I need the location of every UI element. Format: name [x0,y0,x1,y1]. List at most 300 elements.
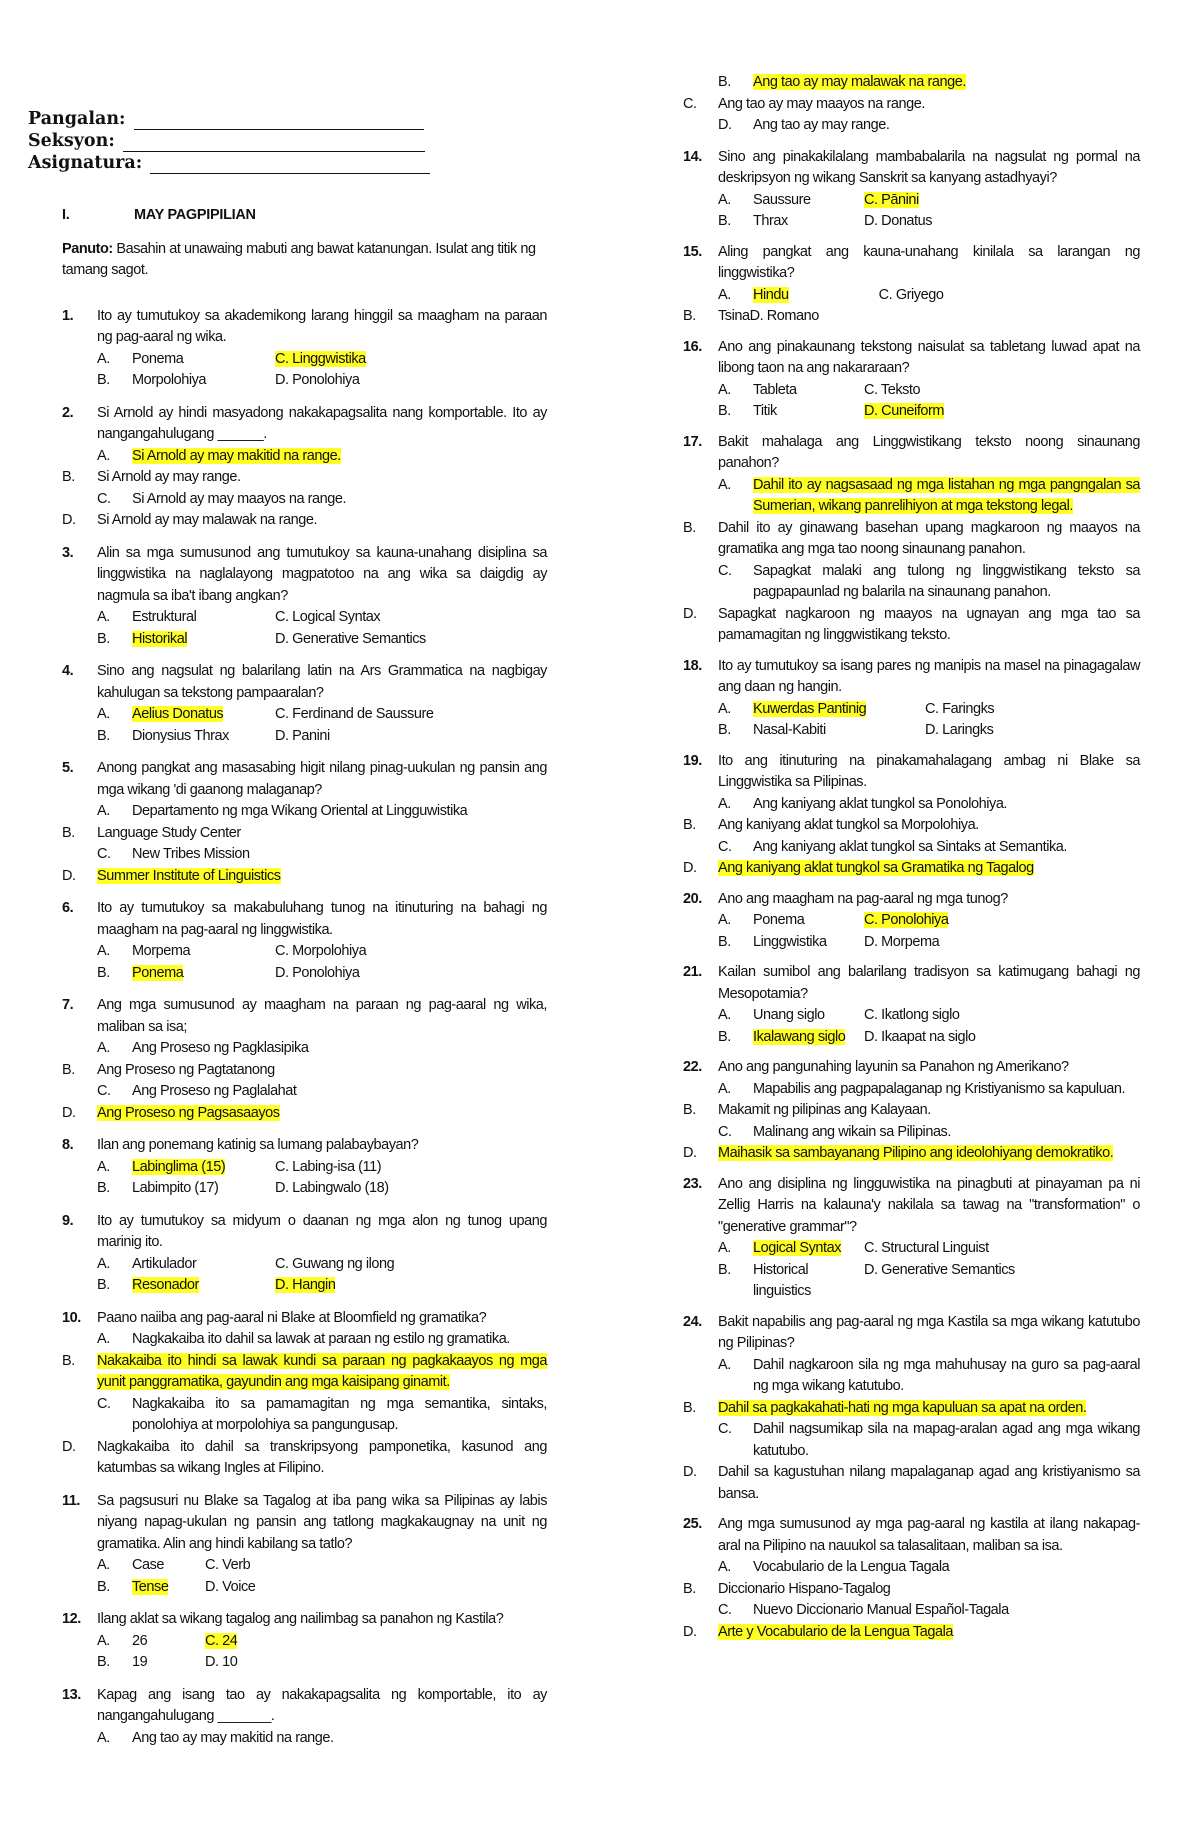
question-item [62,306,547,392]
option-letter: A. [97,1158,110,1175]
question-text: Ang mga sumusunod ay maagham na paraan ng pag-aaral ng wika, maliban sa isa; [97,997,547,1035]
student-info-header [28,108,430,174]
section-title: MAY PAGPIPILIAN [134,207,256,223]
answer-option[interactable] [275,726,547,748]
answer-option[interactable] [62,1351,547,1394]
answer-option[interactable] [275,963,547,985]
question-text: Ito ay tumutukoy sa akademikong larang hinggil sa maagham na paraan ng pag-aaral ng wika. [97,307,547,345]
subject-blank[interactable] [150,157,430,174]
answer-options [62,941,547,984]
answer-option[interactable] [683,1462,1140,1505]
option-letter: A. [97,706,110,722]
answer-option[interactable] [864,1027,1140,1049]
answer-option[interactable] [62,704,275,726]
answer-option[interactable] [683,1260,864,1303]
option-letter: B. [62,1061,75,1078]
answer-option[interactable] [864,211,1140,233]
question-item [62,1211,547,1297]
answer-options [683,1079,1140,1165]
option-text-wrap [132,726,275,748]
option-text: Historical linguistics [753,1261,811,1299]
option-letter: A. [718,1240,731,1256]
option-text-wrap [718,1579,1140,1601]
option-text: TsinaD. Romano [718,308,819,324]
option-letter: B. [97,1180,110,1196]
answer-option[interactable] [62,844,547,866]
answer-option[interactable] [205,1631,547,1653]
option-text: C. Labing-isa (11) [275,1158,382,1175]
option-text-wrap [132,1254,275,1276]
option-text: D. Ponolohiya [275,372,360,388]
answer-option[interactable] [62,1157,275,1179]
option-text: Logical Syntax [753,1240,842,1256]
option-text-wrap [132,629,275,651]
answer-option[interactable] [683,1419,1140,1462]
option-text-wrap [753,932,864,954]
question-number: 21. [683,964,702,980]
option-letter: B. [97,964,110,981]
answer-option[interactable] [275,1157,547,1179]
answer-option[interactable] [62,866,547,888]
answer-option[interactable] [683,699,925,721]
option-text: D. Generative Semantics [864,1261,1015,1278]
question-item [62,995,547,1124]
option-text-wrap [753,72,1140,94]
answer-option[interactable] [275,1275,547,1297]
option-letter: C. [97,490,111,507]
answer-option[interactable] [683,1005,864,1027]
question-item [62,403,547,532]
answer-option[interactable] [62,370,275,392]
question-stem [62,306,547,349]
question-text: Sino ang pinakakilalang mambabalarila na nagsulat ng pormal na deskripsyon ng wikang Sanskrit sa kanyang astadhyayi? [718,148,1140,186]
answer-option[interactable] [683,1579,1140,1601]
answer-option[interactable] [683,1122,1140,1144]
answer-option[interactable] [275,704,547,726]
option-letter: B. [718,933,731,950]
answer-option[interactable] [683,561,1140,604]
option-text-wrap [205,1577,547,1599]
option-text-wrap [205,1652,547,1674]
option-text: Nagkakaiba ito sa pamamagitan ng mga semantika, sintaks, ponolohiya at morpolohiya sa pangungusap. [132,1395,547,1433]
question-number: 11. [62,1492,81,1509]
question-item [62,1135,547,1200]
question-text: Sino ang nagsulat ng balarilang latin na Ars Grammatica na nagbigay kahulugan sa tekstong pampaaralan? [97,663,547,701]
answer-options [683,1238,1140,1303]
answer-option[interactable] [205,1577,547,1599]
answer-option[interactable] [864,190,1140,212]
option-text: Diccionario Hispano-Tagalog [718,1580,891,1597]
question-text: Ilang aklat sa wikang tagalog ang nailimbag sa panahon ng Kastila? [97,1611,504,1627]
option-text: C. Ferdinand de Saussure [275,706,434,722]
question-stem [62,543,547,608]
option-text-wrap [132,1275,275,1297]
option-text: Dahil sa pagkakahati-hati ng mga kapuluan sa apat na orden. [718,1399,1087,1416]
answer-option[interactable] [275,370,547,392]
option-text: D. Ponolohiya [275,964,360,981]
option-text-wrap [132,1157,275,1179]
option-text-wrap [132,941,275,963]
answer-option[interactable] [275,941,547,963]
option-text: C. Structural Linguist [864,1240,989,1256]
instruction-label: Panuto: [62,240,113,257]
question-stem [62,1135,547,1157]
question-text: Ano ang pangunahing layunin sa Panahon ng Amerikano? [718,1059,1069,1075]
option-text-wrap [132,1577,205,1599]
option-text-wrap [132,349,275,371]
answer-option[interactable] [62,1081,547,1103]
answer-option[interactable] [683,1100,1140,1122]
option-text: C. Guwang ng ilong [275,1255,395,1272]
answer-option[interactable] [62,1178,275,1200]
option-letter: A. [97,609,110,625]
question-item [62,1609,547,1674]
name-blank[interactable] [134,113,424,130]
answer-option[interactable] [683,72,1140,94]
option-letter: A. [97,1255,110,1272]
option-text: Labinglima (15) [132,1158,226,1175]
option-text: 19 [132,1654,148,1670]
option-text: D. Cuneiform [864,403,945,419]
answer-option[interactable] [683,518,1140,561]
answer-option[interactable] [683,380,864,402]
answer-options [62,1631,547,1674]
option-text-wrap [718,94,1140,116]
option-text-wrap [753,190,864,212]
option-text: D. Donatus [864,213,933,229]
answer-option[interactable] [275,607,547,629]
answer-option[interactable] [62,1728,547,1750]
answer-option[interactable] [683,1355,1140,1398]
answer-option[interactable] [205,1555,547,1577]
option-letter: A. [97,447,110,464]
answer-option[interactable] [683,1622,1140,1644]
answer-option[interactable] [683,1079,1140,1101]
option-letter: B. [718,722,731,738]
option-letter: B. [97,1578,110,1595]
answer-option[interactable] [864,1005,1140,1027]
answer-option[interactable] [683,94,1140,116]
option-text: D. 10 [205,1654,238,1670]
question-number: 22. [683,1059,702,1075]
answer-option[interactable] [683,910,864,932]
question-number: 13. [62,1686,81,1703]
option-letter: A. [718,476,731,493]
option-text-wrap [132,963,275,985]
option-text-wrap [718,306,1140,328]
option-text-wrap [864,211,1140,233]
question-number: 16. [683,338,702,355]
option-text: Vocabulario de la Lengua Tagala [753,1559,950,1575]
answer-options [62,607,547,650]
option-letter: D. [62,1438,76,1455]
option-text-wrap [275,1157,547,1179]
option-text-wrap [864,190,1140,212]
question-stem [683,1312,1140,1355]
option-text: Ang kaniyang aklat tungkol sa Gramatika ng Tagalog [718,860,1034,876]
option-text-wrap [97,467,547,489]
answer-option[interactable] [683,1557,1140,1579]
question-item [62,543,547,651]
option-text-wrap [275,704,547,726]
option-text-wrap [753,1260,864,1303]
option-text: 26 [132,1632,148,1649]
answer-option[interactable] [683,604,1140,647]
option-text: C. Verb [205,1557,251,1573]
question-item [62,1308,547,1480]
answer-option[interactable] [275,1178,547,1200]
option-letter: B. [718,1028,731,1045]
option-text-wrap [864,401,1140,423]
answer-option[interactable] [62,1060,547,1082]
option-text-wrap [132,1178,275,1200]
answer-option[interactable] [62,1103,547,1125]
question-stem [683,147,1140,190]
option-text-wrap [718,815,1140,837]
answer-option[interactable] [62,1652,205,1674]
option-text-wrap [132,370,275,392]
answer-options [683,285,1140,328]
question-text: Ano ang maagham na pag-aaral ng mga tunog? [718,890,1008,907]
question-text: Ito ay tumutukoy sa isang pares ng manipis na masel na pinagagalaw ang daan ng hangin. [718,657,1140,695]
question-item [683,1312,1140,1506]
question-number: 17. [683,433,702,450]
answer-option[interactable] [683,1398,1140,1420]
answer-option[interactable] [864,1260,1140,1303]
answer-option[interactable] [864,1238,1140,1260]
answer-options [683,1355,1140,1506]
answer-option[interactable] [62,963,275,985]
answer-option[interactable] [62,1038,547,1060]
answer-option[interactable] [683,115,1140,137]
option-text-wrap [753,1355,1140,1398]
answer-option[interactable] [62,467,547,489]
option-text-wrap [864,1260,1140,1303]
option-text: C. Ikatlong siglo [864,1007,960,1023]
option-text-wrap [753,1238,864,1260]
option-letter: A. [97,1632,110,1649]
question-text: Kailan sumibol ang balarilang tradisyon sa katimugang bahagi ng Mesopotamia? [718,964,1140,1002]
answer-option[interactable] [864,401,1140,423]
option-letter: A. [97,803,110,819]
answer-options [62,801,547,887]
option-text: Titik [753,403,777,419]
question-text: Ano ang pinakaunang tekstong naisulat sa tabletang luwad apat na libong taon na ang nakararaan? [718,338,1140,376]
answer-option[interactable] [275,629,547,651]
option-letter: C. [718,1123,732,1140]
option-text-wrap [97,1103,547,1125]
answer-option[interactable] [62,1394,547,1437]
option-text-wrap [132,1081,547,1103]
instructions [62,239,547,282]
option-text: Nagkakaiba ito dahil sa lawak at paraan ng estilo ng gramatika. [132,1331,510,1347]
answer-option[interactable] [62,607,275,629]
answer-option[interactable] [62,1275,275,1297]
question-text: Kapag ang isang tao ay nakakapagsalita ng komportable, ito ay nangangahulugang _______. [97,1686,547,1724]
question-text: Si Arnold ay hindi masyadong nakakapagsalita nang komportable. Ito ay nangangahulugang ______. [97,404,547,442]
answer-option[interactable] [683,190,864,212]
option-text-wrap [718,1462,1140,1505]
option-text: Ang tao ay may range. [753,117,890,133]
option-text-wrap [132,1631,205,1653]
question-number: 3. [62,544,74,561]
option-text: Ang kaniyang aklat tungkol sa Morpolohiya. [718,817,979,833]
option-letter: B. [683,1580,696,1597]
answer-option[interactable] [62,1631,205,1653]
option-text: Labimpito (17) [132,1180,219,1196]
question-number: 7. [62,997,74,1013]
answer-option[interactable] [683,815,1140,837]
option-text: D. Panini [275,727,330,744]
question-stem [62,1685,547,1728]
option-text: C. Ponolohiya [864,912,949,928]
answer-option[interactable] [864,910,1140,932]
option-text: Ang Proseso ng Paglalahat [132,1083,297,1099]
answer-option[interactable] [205,1652,547,1674]
option-letter: B. [683,1399,696,1416]
option-text: Departamento ng mga Wikang Oriental at Lingguwistika [132,803,468,819]
option-letter: C. [718,562,732,579]
option-text-wrap [864,932,1140,954]
answer-option[interactable] [683,932,864,954]
option-text: Ponema [753,912,805,928]
question-item [683,72,1140,137]
option-text: D. Ikaapat na siglo [864,1028,976,1045]
option-text: D. Voice [205,1578,256,1595]
option-letter: C. [718,838,732,855]
option-text: Dahil ito ay ginawang basehan upang magkaroon ng maayos na gramatika ang mga tao noong sinaunang panahon. [718,519,1140,557]
option-letter: B. [97,1277,110,1293]
option-text-wrap [132,704,275,726]
answer-option[interactable] [62,1555,205,1577]
option-text-wrap [753,475,1140,518]
answer-option[interactable] [925,699,1140,721]
answer-option[interactable] [683,401,864,423]
option-letter: C. [97,1395,111,1412]
answer-options [683,1005,1140,1048]
answer-option[interactable] [683,1238,864,1260]
option-text-wrap [132,801,547,823]
answer-options [683,794,1140,880]
answer-option[interactable] [62,941,275,963]
option-text-wrap [753,401,864,423]
option-letter: D. [62,1104,76,1121]
option-text: Makamit ng pilipinas ang Kalayaan. [718,1102,931,1118]
option-text-wrap [753,1122,1140,1144]
answer-option[interactable] [62,726,275,748]
questions-right [683,72,1140,1643]
question-item [683,337,1140,423]
answer-option[interactable] [62,823,547,845]
question-text: Alin sa mga sumusunod ang tumutukoy sa kauna-unahang disiplina sa linggwistika na naglalayong magpatotoo na ang wika sa daigdig ay nagmula sa iba't ibang angkan? [97,544,547,604]
question-number: 10. [62,1309,81,1326]
answer-option[interactable] [683,858,1140,880]
answer-option[interactable] [683,794,1140,816]
answer-option[interactable] [62,349,275,371]
answer-option[interactable] [683,211,864,233]
option-text: Historikal [132,630,188,647]
question-item [683,656,1140,742]
answer-option[interactable] [62,446,547,468]
answer-option[interactable] [683,720,925,742]
question-item [683,1057,1140,1165]
option-text: C. 24 [205,1632,238,1649]
option-text-wrap [97,1060,547,1082]
option-text: Morpolohiya [132,372,207,388]
answer-option[interactable] [683,285,1140,307]
option-letter: B. [683,519,696,536]
answer-option[interactable] [275,349,547,371]
answer-option[interactable] [62,489,547,511]
answer-option[interactable] [62,629,275,651]
question-stem [62,898,547,941]
option-text-wrap [753,794,1140,816]
option-letter: B. [683,308,696,324]
question-number: 5. [62,760,74,776]
option-text-wrap [753,380,864,402]
option-letter: B. [683,1102,696,1118]
option-text-wrap [753,285,1140,307]
answer-option[interactable] [864,932,1140,954]
answer-option[interactable] [62,510,547,532]
option-text-wrap [864,910,1140,932]
question-item [62,898,547,984]
answer-option[interactable] [62,801,547,823]
option-text: C. Morpolohiya [275,943,367,959]
question-text: Sa pagsusuri nu Blake sa Tagalog at iba pang wika sa Pilipinas ay labis niyang napag-ukulan ng pansin ang tatlong magkakaugnay na unit ng gramatika. Alin ang hindi kabilang sa tatlo? [97,1492,547,1552]
answer-option[interactable] [683,837,1140,859]
question-item [683,962,1140,1048]
answer-option[interactable] [864,380,1140,402]
option-letter: B. [62,1352,75,1369]
option-letter: B. [718,403,731,419]
answer-option[interactable] [62,1577,205,1599]
answer-option[interactable] [62,1329,547,1351]
answer-options [62,1728,547,1750]
option-text: C. Pānini [864,191,919,208]
question-item [62,1491,547,1599]
option-letter: D. [683,860,697,876]
question-item [683,147,1140,233]
option-text-wrap [275,629,547,651]
option-text-wrap [718,1622,1140,1644]
answer-option[interactable] [683,1600,1140,1622]
option-text: Maihasik sa sambayanang Pilipino ang ideolohiyang demokratiko. [718,1145,1114,1161]
answer-option[interactable] [683,475,1140,518]
option-text: Morpema [132,943,191,959]
answer-options [683,475,1140,647]
option-text: Kuwerdas Pantinig [753,700,867,717]
answer-option[interactable] [683,306,1140,328]
answer-option[interactable] [62,1437,547,1480]
option-text: Ikalawang siglo [753,1028,846,1045]
answer-option[interactable] [62,1254,275,1276]
answer-option[interactable] [683,1143,1140,1165]
option-text: Malinang ang wikain sa Pilipinas. [753,1123,951,1140]
option-text-wrap [925,720,1140,742]
answer-option[interactable] [925,720,1140,742]
option-text-wrap [132,1038,547,1060]
question-item [62,661,547,747]
answer-option[interactable] [275,1254,547,1276]
section-blank[interactable] [123,135,425,152]
answer-option[interactable] [683,1027,864,1049]
option-text-wrap [205,1631,547,1653]
option-letter: A. [718,1007,731,1023]
question-stem [62,1211,547,1254]
option-text: Hindu [753,286,789,303]
question-stem [683,889,1140,911]
